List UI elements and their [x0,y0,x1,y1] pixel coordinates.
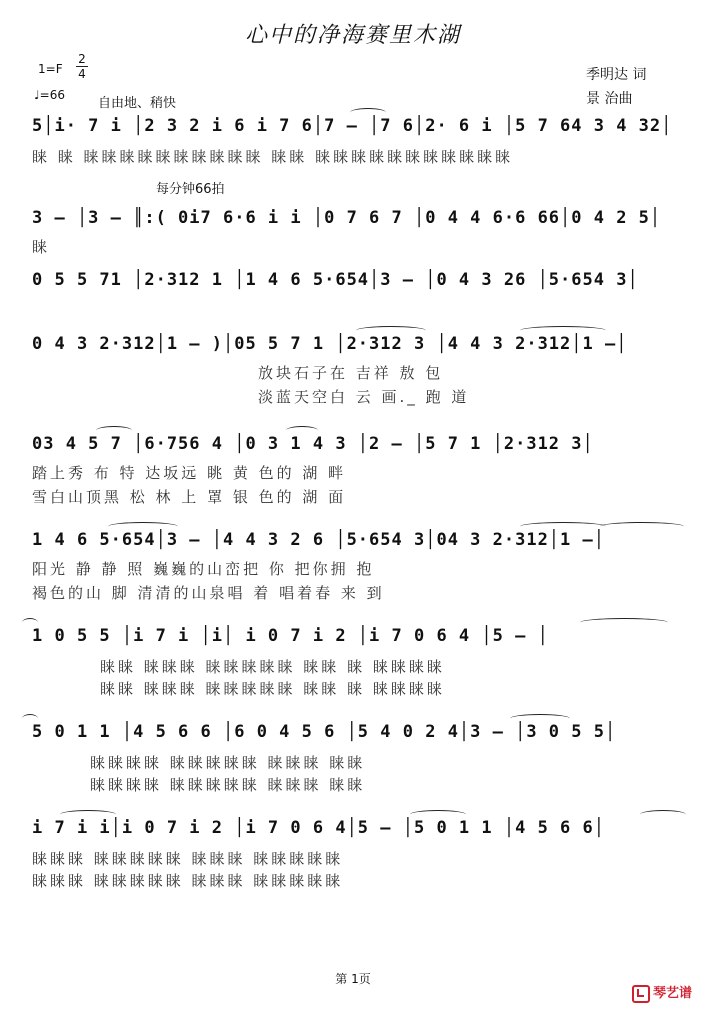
quarter-note-icon: ♩ [34,88,40,102]
notation-line-9: i 7 i i│i 0 7 i 2 │i 7 0 6 4│5 — │5 0 1 1 │4 5 6 6│ [32,818,605,838]
notation-line-6: 1 4 6 5·654│3 — │4 4 3 2 6 │5·654 3│04 3 2·312│1 —│ [32,530,605,550]
tie-mark [600,522,684,531]
lyric-line-2a: 睐 [32,238,51,256]
lyric-line-5a: 踏上秀 布 特 达坂远 眺 黄 色的 湖 畔 [32,464,347,482]
tie-mark [22,714,38,723]
notation-line-1: 5│i· 7 i │2 3 2 i 6 i 7 6│7 — │7 6│2· 6 i │5 7 64 3 4 32│ [32,116,673,136]
key-signature: 1=F [38,62,63,76]
time-signature-top: 2 [78,52,86,66]
lyric-line-5b: 雪白山顶黑 松 林 上 罩 银 色的 湖 面 [32,488,347,506]
site-logo [632,982,692,1003]
slur-mark [108,522,178,531]
logo-text: 琴艺谱 [652,986,692,1001]
lyric-line-7a: 睐睐 睐睐睐 睐睐睐睐睐 睐睐 睐 睐睐睐睐 [100,658,445,676]
expression-mark: 自由地、稍快 [98,96,177,111]
tempo-text: 每分钟66拍 [156,182,225,197]
slur-mark [520,522,606,531]
notation-line-7: 1 0 5 5 │i 7 i │i│ i 0 7 i 2 │i 7 0 6 4 │5 — │ [32,626,549,646]
lyric-line-4b: 淡蓝天空白 云 画._ 跑 道 [258,388,470,406]
lyric-line-9b: 睐睐睐 睐睐睐睐睐 睐睐睐 睐睐睐睐睐 [32,872,344,890]
tie-mark [640,810,686,819]
tie-mark [510,714,570,723]
time-signature-bottom: 4 [76,66,88,81]
notation-line-3: 0 5 5 71 │2·312 1 │1 4 6 5·654│3 — │0 4 3 26 │5·654 3│ [32,270,639,290]
logo-icon [632,985,650,1003]
page-number: 第 1页 [335,972,371,986]
tempo-mark [34,88,65,102]
lyric-line-6b: 褐色的山 脚 清清的山泉唱 着 唱着春 来 到 [32,584,385,602]
notation-line-5: 03 4 5 7 │6·756 4 │0 3 1 4 3 │2 — │5 7 1 │2·312 3│ [32,434,594,454]
tie-mark [410,810,466,819]
slur-mark [350,108,386,117]
time-signature [76,52,88,81]
notation-line-2: 3 — │3 — ║:( 0i7 6·6 i i │0 7 6 7 │0 4 4 6·6 66│0 4 2 5│ [32,208,662,228]
lyric-line-4a: 放块石子在 吉祥 敖 包 [258,364,444,382]
lyricist: 季明达 词 [586,67,647,83]
slur-mark [520,326,606,335]
lyric-line-8a: 睐睐睐睐 睐睐睐睐睐 睐睐睐 睐睐 [90,754,366,772]
lyric-line-7b: 睐睐 睐睐睐 睐睐睐睐睐 睐睐 睐 睐睐睐睐 [100,680,445,698]
slur-mark [356,326,426,335]
lyric-line-8b: 睐睐睐睐 睐睐睐睐睐 睐睐睐 睐睐 [90,776,366,794]
tempo-value: =66 [39,88,65,102]
score-title: 心中的净海赛里木湖 [244,23,461,48]
composer: 景 治曲 [586,91,633,107]
tie-mark [580,618,668,627]
notation-line-4: 0 4 3 2·312│1 — )│05 5 7 1 │2·312 3 │4 4 3 2·312│1 —│ [32,334,628,354]
slur-mark [286,426,318,435]
lyric-line-9a: 睐睐睐 睐睐睐睐睐 睐睐睐 睐睐睐睐睐 [32,850,344,868]
tie-mark [22,618,38,627]
lyric-line-1a: 睐 睐 睐睐睐睐睐睐睐睐睐睐 睐睐 睐睐睐睐睐睐睐睐睐睐睐 [32,148,514,166]
tie-mark [60,810,116,819]
notation-line-8: 5 0 1 1 │4 5 6 6 │6 0 4 5 6 │5 4 0 2 4│3 — │3 0 5 5│ [32,722,617,742]
lyric-line-6a: 阳光 静 静 照 巍巍的山峦把 你 把你拥 抱 [32,560,375,578]
slur-mark [96,426,132,435]
